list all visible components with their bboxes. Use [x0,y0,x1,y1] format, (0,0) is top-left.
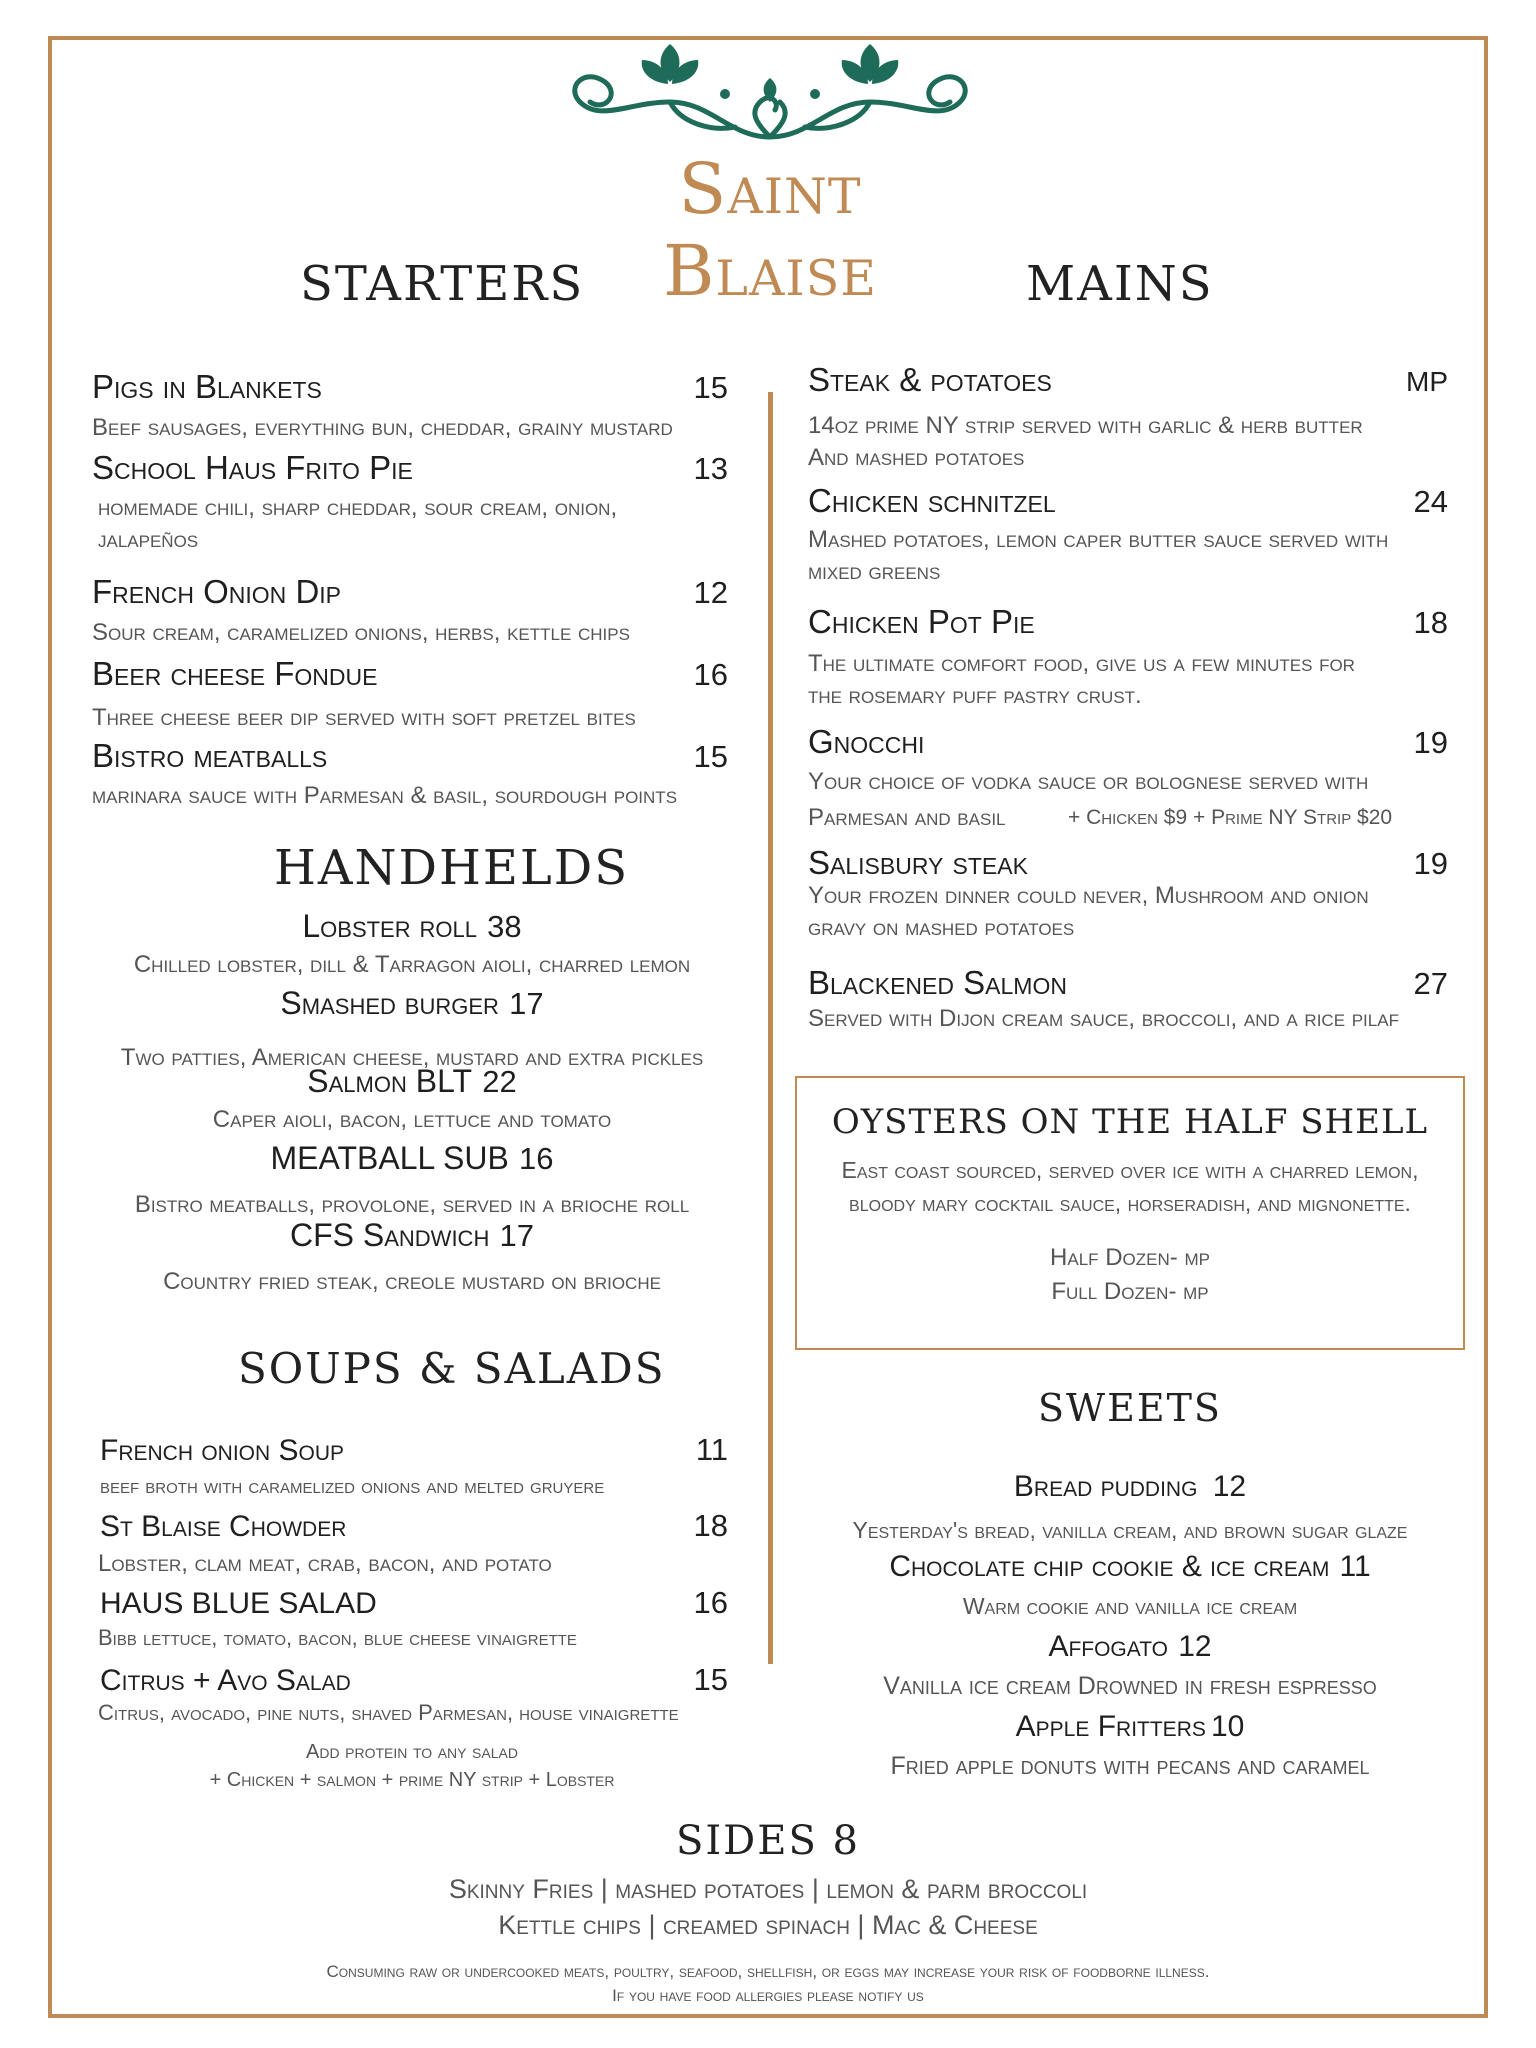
item-price: 10 [1210,1710,1245,1743]
item-price: 22 [482,1064,517,1099]
handheld-2 [92,985,732,1074]
item-name: Lobster roll [302,908,477,944]
item-desc: Your frozen dinner could never, Mushroom and onion gravy on mashed potatoes [808,882,1369,941]
soup-2 [100,1508,728,1544]
item-desc: Warm cookie and vanilla ice cream [962,1593,1298,1619]
logo-wordmark: Saint Blaise [662,148,878,312]
item-price: 11 [695,1432,728,1467]
item-name: CFS Sandwich [290,1217,490,1253]
sweet-1 [795,1470,1465,1546]
item-desc: Three cheese beer dip served with soft pretzel bites [92,704,636,731]
item-name: MEATBALL SUB [270,1140,509,1176]
item-desc: homemade chili, sharp cheddar, sour cream, onion, jalapeños [98,494,618,553]
sides-line-1: Skinny Fries | mashed potatoes | lemon & parm broccoli [448,1874,1088,1904]
item-desc: beef broth with caramelized onions and melted gruyere [100,1473,605,1498]
item-desc: Bibb lettuce, tomato, bacon, blue cheese vinaigrette [98,1625,577,1650]
soup-1 [100,1432,728,1468]
sweet-3 [795,1630,1465,1702]
main-2 [808,482,1448,520]
logo [560,42,980,312]
oysters-title: OYSTERS ON THE HALF SHELL [831,1102,1429,1142]
salad-protein-note: Add protein to any salad [306,1741,518,1763]
item-name: Bistro meatballs [92,737,328,774]
item-desc: Caper aioli, bacon, lettuce and tomato [212,1106,612,1133]
item-name: Affogato [1048,1630,1169,1663]
item-name: Chocolate chip cookie & ice cream [889,1550,1330,1583]
handheld-5 [92,1217,732,1298]
item-name: Bread pudding [1013,1470,1198,1503]
item-price: 16 [518,1141,554,1176]
footer-allergy: If you have food allergies please notify us [612,1986,924,2005]
handhelds-title: HANDHELDS [274,840,630,896]
item-desc: 14oz prime NY strip served with garlic & herb butter And mashed potatoes [808,412,1363,471]
item-name: Blackened Salmon [808,964,1067,1001]
item-name: Apple Fritters [1015,1710,1206,1743]
item-price: 16 [693,657,728,692]
item-desc: Fried apple donuts with pecans and caramel [890,1752,1370,1780]
oysters-full-dozen: Full Dozen- mp [1051,1278,1209,1305]
item-price: 16 [693,1585,728,1620]
starter-5 [92,737,728,775]
item-price: 15 [693,1662,728,1697]
soup-4 [100,1662,728,1698]
item-name: Salisbury steak [808,844,1028,881]
column-divider [768,392,773,1664]
item-price: 18 [693,1508,728,1543]
item-price: MP [1406,366,1448,397]
starter-3 [92,573,728,611]
item-name: St Blaise Chowder [100,1510,347,1543]
sweet-4 [795,1710,1465,1782]
sides-title: SIDES 8 [675,1818,861,1864]
handheld-4 [92,1140,732,1221]
salad-protein-options: + Chicken + salmon + prime NY strip + Lobster [209,1769,615,1791]
starters-title: STARTERS [300,256,585,312]
handheld-3 [92,1063,732,1136]
item-name: Salmon BLT [307,1063,473,1099]
logo-ornament-icon [560,42,980,152]
item-price: 27 [1413,966,1448,1001]
item-name: French Onion Dip [92,573,342,610]
item-desc: Country fried steak, creole mustard on brioche [163,1268,661,1295]
item-desc: Sour cream, caramelized onions, herbs, kettle chips [92,619,630,646]
item-price: 15 [693,739,728,774]
starter-1 [92,368,728,406]
item-price: 17 [499,1218,534,1253]
soup-3 [100,1585,728,1621]
item-price: 19 [1413,846,1448,881]
item-name: Citrus + Avo Salad [100,1664,351,1697]
item-price: 13 [693,451,728,486]
oysters-half-dozen: Half Dozen- mp [1050,1244,1210,1271]
item-name: French onion Soup [100,1434,345,1467]
oysters-box [795,1076,1465,1350]
item-name: Chicken Pot Pie [808,603,1035,640]
main-6 [808,964,1448,1002]
item-price: 12 [1178,1630,1212,1663]
item-price: 24 [1413,484,1448,519]
sweet-2 [795,1550,1465,1622]
item-desc: marinara sauce with Parmesan & basil, sourdough points [92,782,678,809]
item-name: Smashed burger [280,985,499,1021]
oysters-desc: East coast sourced, served over ice with a charred lemon, bloody mary cocktail sauce, horseradish, and mignonette. [841,1157,1419,1216]
item-desc: Chilled lobster, dill & Tarragon aioli, charred lemon [133,951,691,978]
item-desc: Lobster, clam meat, crab, bacon, and potato [98,1550,552,1577]
main-5 [808,844,1448,882]
item-desc: Yesterday's bread, vanilla cream, and brown sugar glaze [852,1517,1408,1543]
sweets-title: SWEETS [1038,1386,1222,1430]
handheld-1 [92,908,732,981]
item-price: 12 [693,575,728,610]
gnocchi-addon: + Chicken $9 + Prime NY Strip $20 [1068,806,1393,829]
main-3 [808,603,1448,641]
item-price: 17 [509,986,544,1021]
item-price: 11 [1339,1550,1371,1583]
starter-4 [92,655,728,693]
item-desc: Two patties, American cheese, mustard and extra pickles [120,1044,704,1071]
mains-title: MAINS [1026,256,1214,312]
main-4 [808,723,1448,761]
item-price: 38 [487,909,522,944]
item-name: Beer cheese Fondue [92,655,378,692]
item-name: Gnocchi [808,723,925,760]
item-desc: Your choice of vodka sauce or bolognese served with Parmesan and basil [808,768,1369,831]
item-price: 18 [1413,605,1448,640]
item-name: HAUS BLUE SALAD [100,1587,377,1620]
item-name: Steak & potatoes [808,361,1052,398]
item-price: 19 [1413,725,1448,760]
item-desc: Beef sausages, everything bun, cheddar, grainy mustard [92,414,673,441]
soups-title: SOUPS & SALADS [238,1344,666,1393]
sides-line-2: Kettle chips | creamed spinach | Mac & Cheese [498,1910,1038,1940]
item-desc: Served with Dijon cream sauce, broccoli, and a rice pilaf [808,1005,1399,1032]
item-desc: Vanilla ice cream Drowned in fresh espresso [883,1672,1377,1700]
item-name: Pigs in Blankets [92,368,322,405]
footer-warning: Consuming raw or undercooked meats, poultry, seafood, shellfish, or eggs may increase your risk of foodborne illness. [326,1962,1210,1981]
item-name: School Haus Frito Pie [92,449,413,486]
starter-2 [92,449,728,487]
item-name: Chicken schnitzel [808,482,1056,519]
item-price: 15 [693,370,728,405]
main-1 [808,361,1448,399]
item-desc: Mashed potatoes, lemon caper butter sauce served with mixed greens [808,526,1389,585]
item-price: 12 [1212,1470,1247,1503]
item-desc: The ultimate comfort food, give us a few minutes for the rosemary puff pastry crust. [808,650,1355,709]
item-desc: Citrus, avocado, pine nuts, shaved Parmesan, house vinaigrette [98,1700,679,1725]
item-desc: Bistro meatballs, provolone, served in a brioche roll [134,1191,690,1218]
